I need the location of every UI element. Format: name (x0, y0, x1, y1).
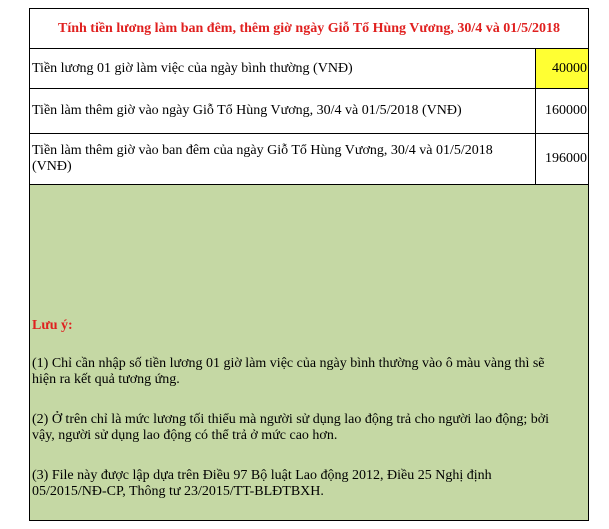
notes-title: Lưu ý: (32, 318, 73, 333)
table-row (30, 89, 588, 134)
note-item: (1) Chỉ cần nhập số tiền lương 01 giờ làm việc của ngày bình thường vào ô màu vàng thì sẽ hiện ra kết quả tương ứng. (32, 356, 545, 387)
table-row (30, 134, 588, 185)
calculator-sheet (29, 8, 589, 521)
overtime-holiday-value[interactable]: 160000 (545, 103, 587, 118)
overtime-night-value[interactable]: 196000 (545, 151, 587, 166)
table-row (30, 49, 588, 89)
hourly-wage-input-cell[interactable]: 40000 (536, 49, 588, 88)
sheet-title: Tính tiền lương làm ban đêm, thêm giờ ngày Giỗ Tổ Hùng Vương, 30/4 và 01/5/2018 (30, 9, 588, 49)
note-item: (3) File này được lập dựa trên Điều 97 Bộ luật Lao động 2012, Điều 25 Nghị định 05/2015/NĐ-CP, Thông tư 23/2015/TT-BLĐTBXH. (32, 468, 492, 499)
hourly-wage-label: Tiền lương 01 giờ làm việc của ngày bình thường (VNĐ) (30, 49, 536, 88)
notes-section (30, 185, 588, 520)
overtime-holiday-label: Tiền làm thêm giờ vào ngày Giỗ Tổ Hùng Vương, 30/4 và 01/5/2018 (VNĐ) (30, 89, 536, 133)
overtime-night-label: Tiền làm thêm giờ vào ban đêm của ngày Giỗ Tổ Hùng Vương, 30/4 và 01/5/2018 (VNĐ) (30, 134, 536, 184)
note-item: (2) Ở trên chỉ là mức lương tối thiểu mà người sử dụng lao động trả cho người lao động; bởi vậy, người sử dụng lao động có thể trả ở mức cao hơn. (32, 412, 550, 443)
